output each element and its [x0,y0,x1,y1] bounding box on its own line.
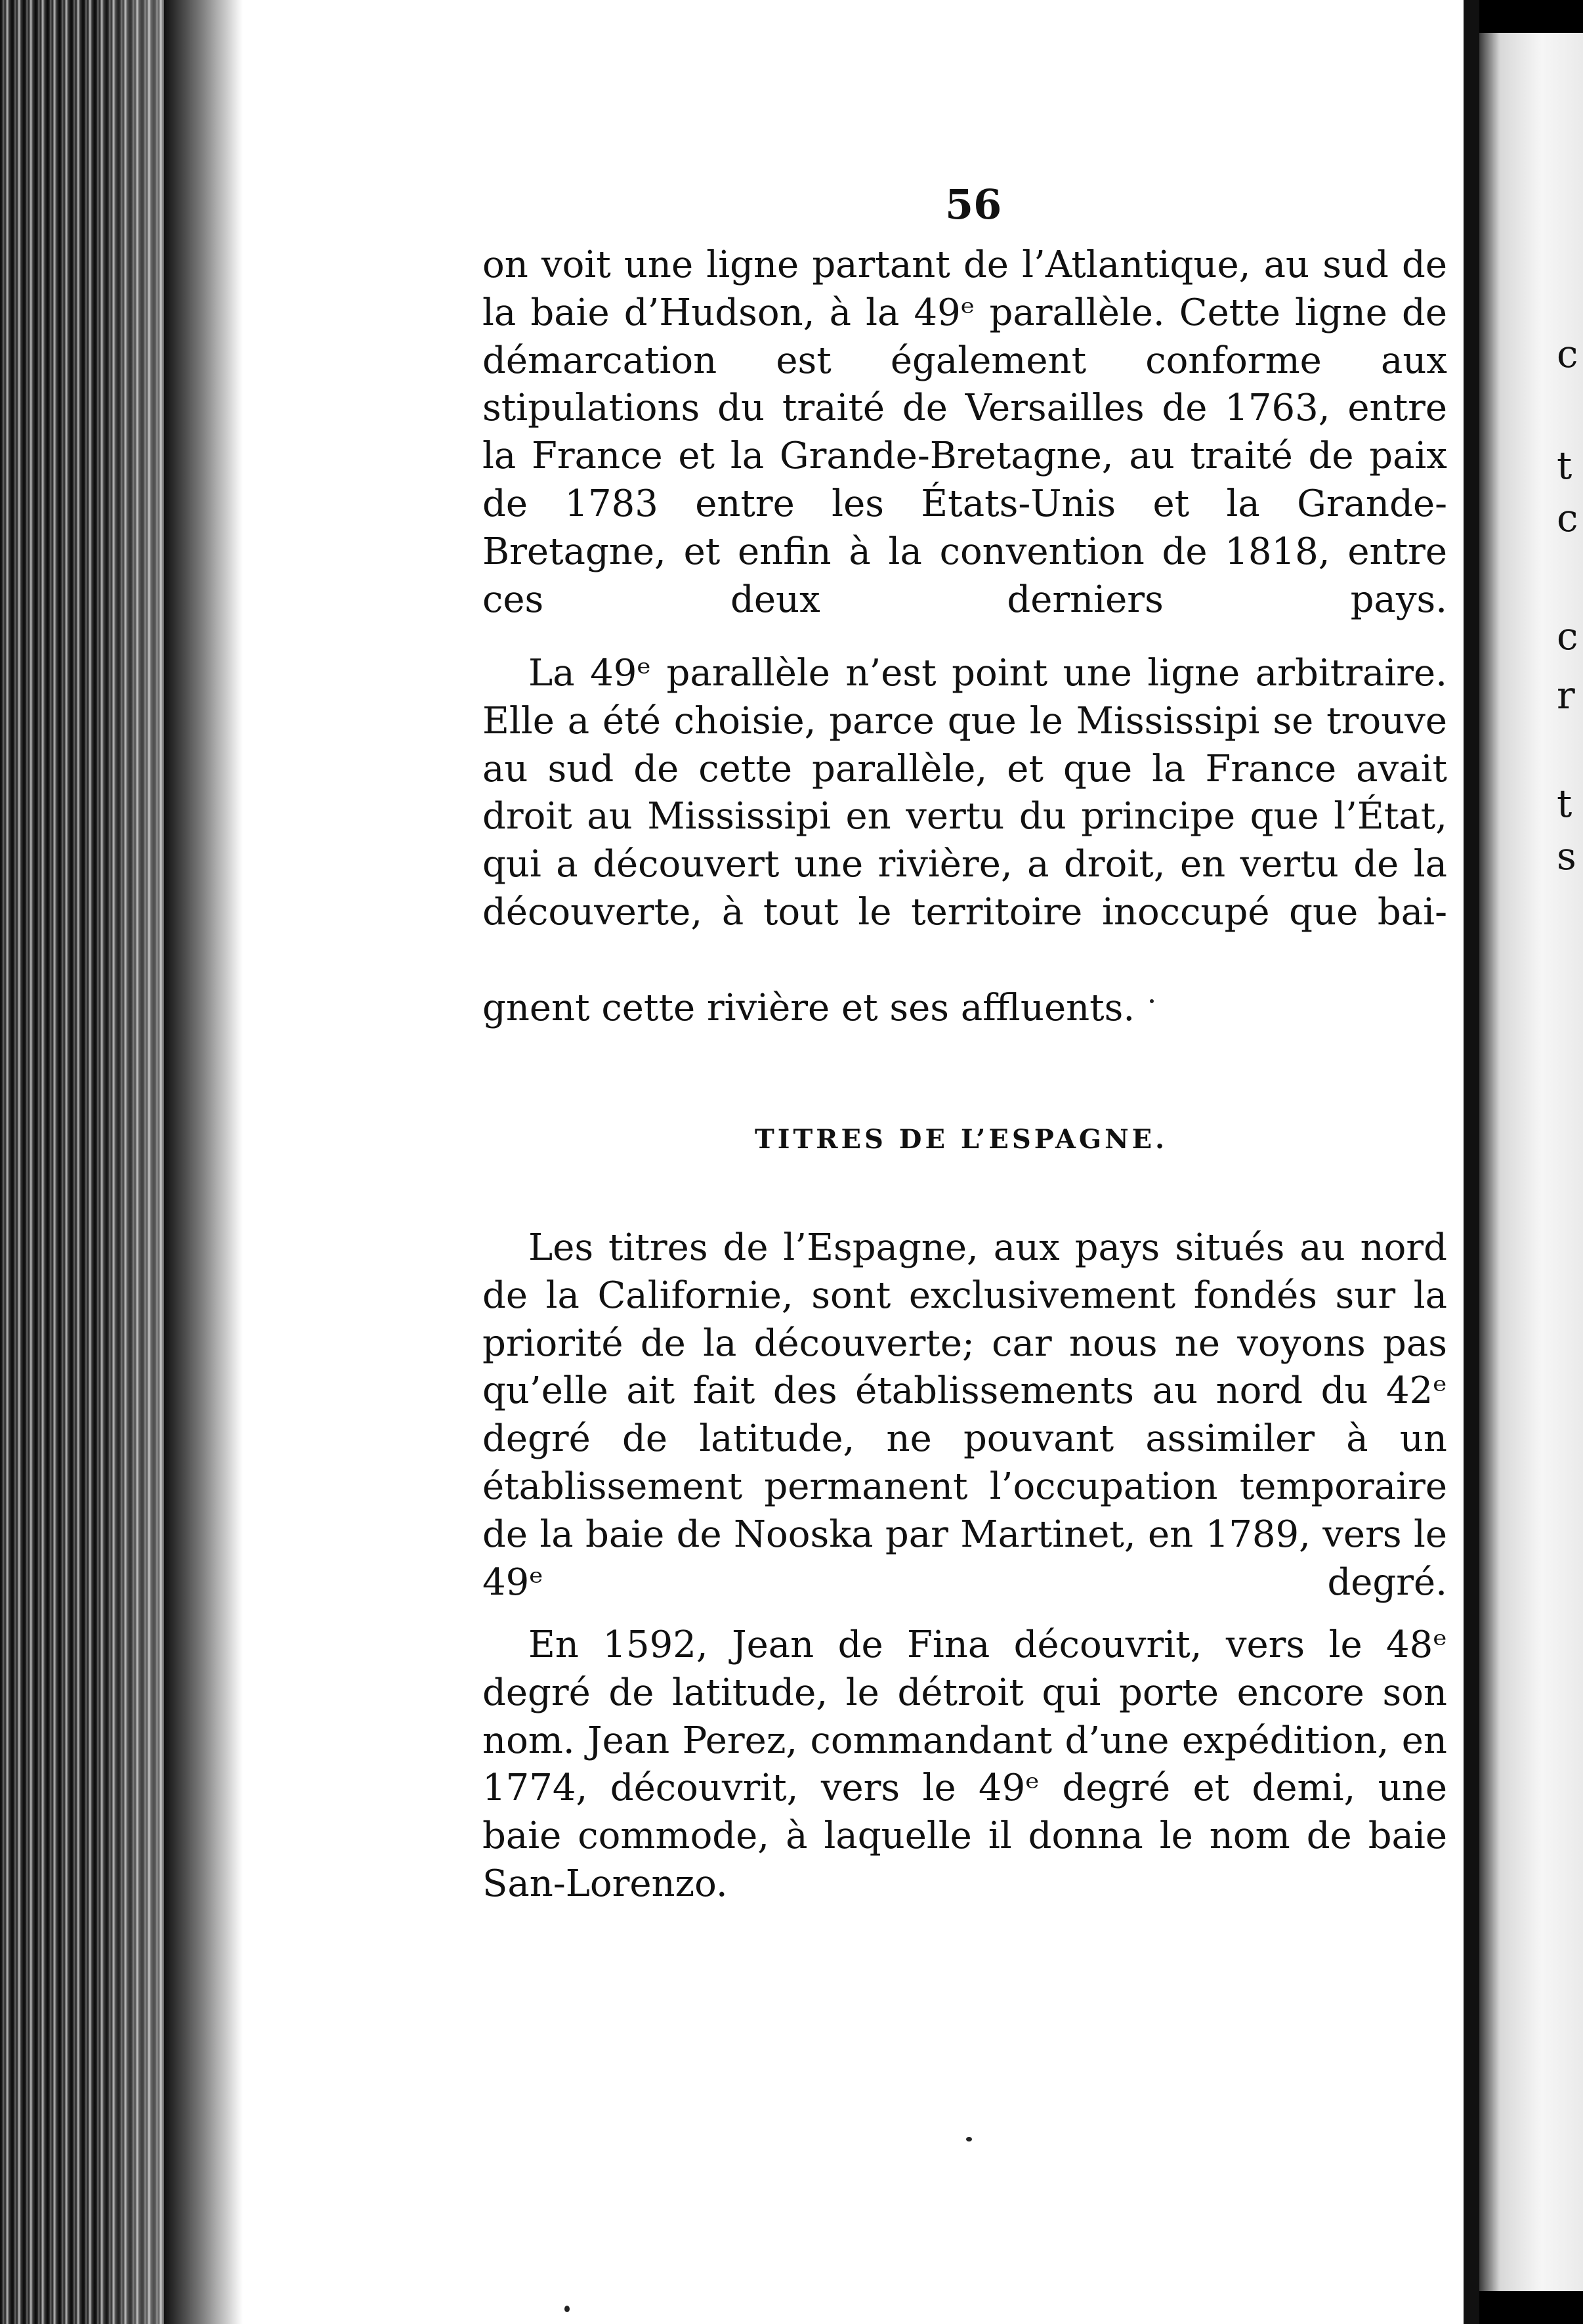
paragraph-2: La 49ᵉ parallèle n’est point une ligne arbitraire. Elle a été choisie, parce que le Mississipi se trouve au sud de cette parallèle, et que la France avait droit au Mississipi en vertu du principe que l’État, qui a découvert une rivière, a droit, en vertu de la découverte, à tout le territoire inoccupé que bai- [482,652,1447,934]
next-page-fragment: c [1557,332,1578,376]
ink-speck [1150,999,1154,1003]
section-heading: TITRES DE L’ESPAGNE. [755,1124,1168,1155]
paragraph-4: En 1592, Jean de Fina découvrit, vers le 48ᵉ degré de latitude, le détroit qui porte encore son nom. Jean Perez, commandant d’une expédition, en 1774, découvrit, vers le 49ᵉ degré et demi, une baie commode, à laquelle il donna le nom de baie San-Lorenzo. [482,1624,1447,1905]
page-number: 56 [945,181,1002,228]
paragraph-1: on voit une ligne partant de l’Atlantique, au sud de la baie d’Hudson, à la 49ᵉ parallèle. Cette ligne de démarcation est également conforme aux stipulations du traité de Versailles de 1763, entre la France et la Grande-Bretagne, au traité de paix de 1783 entre les États-Unis et la Grande-Bretagne, et enfin à la convention de 1818, entre ces deux derniers pays. [482,244,1447,621]
paragraph-3: Les titres de l’Espagne, aux pays situés au nord de la Californie, sont exclusivement fondés sur la priorité de la découverte; car nous ne voyons pas qu’elle ait fait des établissements au nord du 42ᵉ degré de latitude, ne pouvant assimiler à un établissement permanent l’occupation temporaire de la baie de Nooska par Martinet, en 1789, vers le 49ᵉ degré. [482,1226,1447,1604]
page-right-edge [1464,0,1479,2324]
next-page-fragment: s [1557,834,1576,878]
ink-speck [966,2137,972,2141]
next-page-fragment: t [1557,443,1572,488]
next-page-fragment: c [1557,614,1578,658]
paragraph-2-last-line: gnent cette rivière et ses affluents. [482,987,1135,1029]
next-page-fragment: t [1557,781,1572,826]
next-page-fragment: r [1557,673,1575,718]
ink-speck [564,2306,570,2312]
binding-shadow [164,0,243,2324]
next-page-fragment: c [1557,496,1578,540]
